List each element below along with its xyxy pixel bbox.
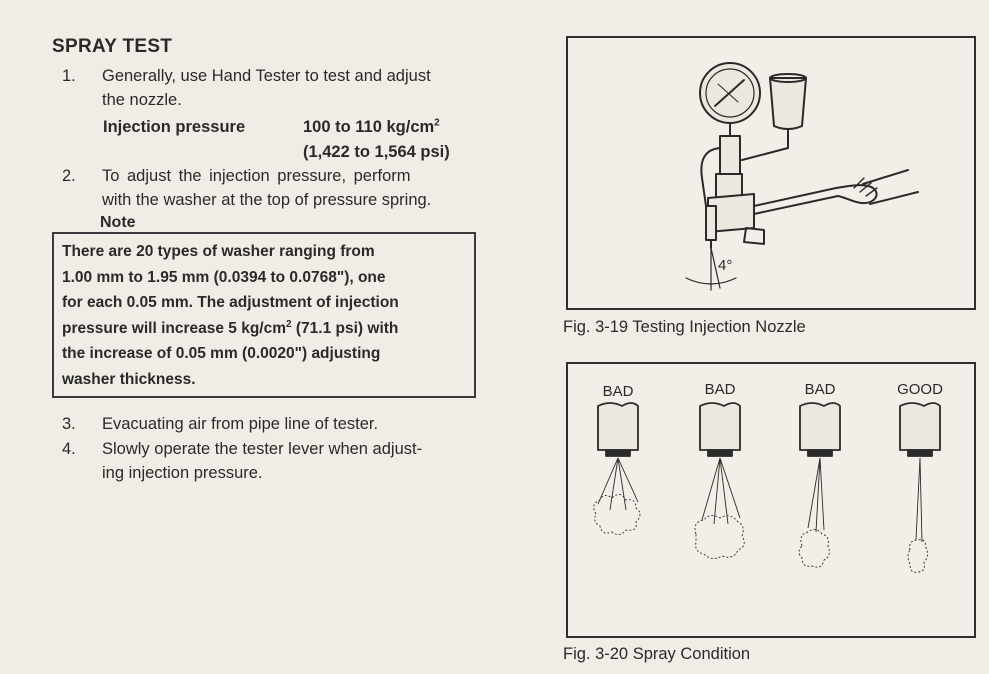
nozzle-body-1 [598, 403, 638, 450]
step-text: the nozzle. [102, 91, 182, 109]
note-line: for each 0.05 mm. The adjustment of injection [62, 294, 399, 311]
step-4 [62, 437, 482, 489]
figure-caption: Fig. 3-20 Spray Condition [563, 645, 751, 663]
note-line: pressure will increase 5 $kg/cm^2$ (71.1 psi) with [62, 318, 399, 337]
note-line: There are 20 types of washer ranging from [62, 243, 375, 260]
note-label: Note [96, 214, 140, 232]
step-3 [62, 412, 482, 438]
nozzle-tester-illustration [568, 38, 974, 308]
spray-label-3: BAD [804, 381, 836, 398]
step-text: Generally, use Hand Tester to test and adjust [102, 67, 431, 85]
nozzle-body-4 [900, 403, 940, 450]
spray-condition-illustration [568, 364, 974, 636]
figure-testing-nozzle [566, 36, 976, 310]
figure-caption: Fig. 3-19 Testing Injection Nozzle [563, 318, 806, 336]
angle-label: 4° [718, 257, 733, 274]
step-2 [62, 164, 482, 216]
note-line: 1.00 mm to 1.95 mm (0.0394 to 0.0768"), one [62, 268, 386, 286]
spray-label-1: BAD [602, 383, 634, 400]
injection-pressure-spec [103, 115, 483, 165]
nozzle-body-2 [700, 403, 740, 450]
figure-spray-condition [566, 362, 976, 638]
step-text: To adjust the injection pressure, perform [102, 167, 411, 185]
note-text [62, 239, 468, 392]
section-heading: SPRAY TEST [52, 36, 173, 57]
note-line: the increase of 0.05 mm (0.0020") adjusting [62, 345, 381, 362]
spray-label-2: BAD [704, 381, 736, 398]
nozzle-body-3 [800, 403, 840, 450]
step-text: Evacuating air from pipe line of tester. [102, 415, 379, 433]
spec-value-metric: 100 to 110 $kg/cm^2$ [303, 117, 440, 136]
step-number: 4. [62, 440, 76, 458]
step-text: Slowly operate the tester lever when adjust- [102, 440, 423, 458]
step-number: 3. [62, 415, 76, 433]
spec-label: Injection pressure [103, 118, 246, 136]
step-number: 1. [62, 67, 76, 85]
spec-value-imperial: (1,422 to 1,564 psi) [303, 143, 450, 161]
spray-label-4: GOOD [897, 381, 943, 398]
step-text: with the washer at the top of pressure spring. [102, 191, 432, 209]
note-line: washer thickness. [62, 370, 196, 388]
step-text: ing injection pressure. [102, 464, 263, 482]
step-number: 2. [62, 167, 76, 185]
step-1 [62, 64, 482, 116]
